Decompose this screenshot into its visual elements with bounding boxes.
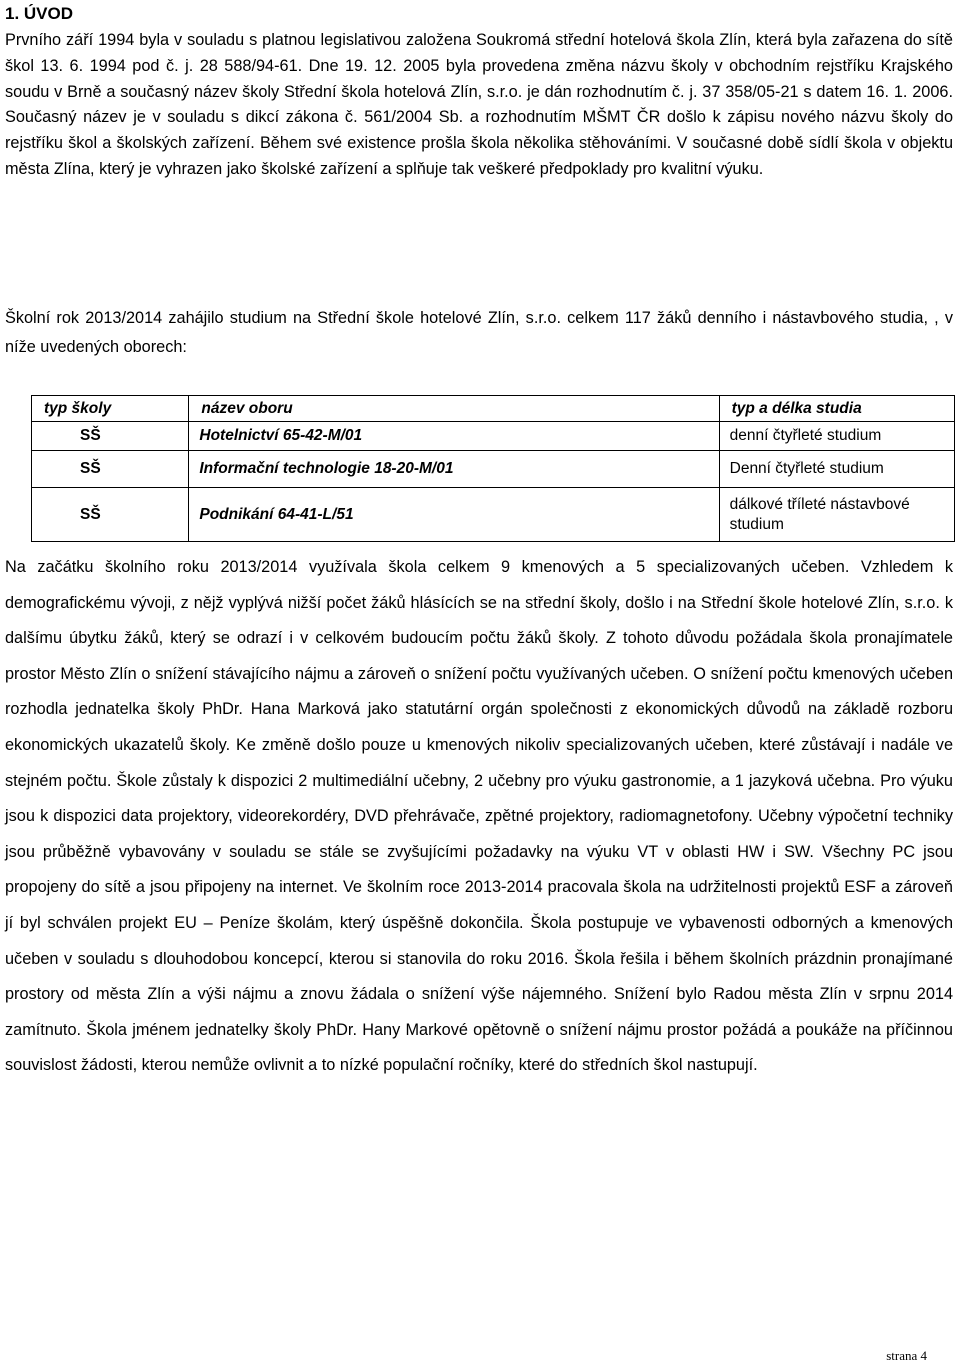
header-study-type: typ a délka studia [719, 396, 954, 422]
table-row [32, 488, 955, 542]
cell-study-type: denní čtyřleté studium [719, 422, 954, 451]
table-header-row [32, 396, 955, 422]
study-fields-table [31, 395, 955, 542]
cell-study-type: dálkové tříleté nástavbové studium [719, 488, 954, 542]
intro-paragraph: Prvního září 1994 byla v souladu s platnou legislativou založena Soukromá střední hotelová škola Zlín, která byla zařazena do sítě škol 13. 6. 1994 pod č. j. 28 588/94-61. Dne 19. 12. 2005 byla provedena změna názvu školy v obchodním rejstříku Krajského soudu v Brně a současný název školy Střední škola hotelová Zlín, s.r.o. je dán rozhodnutím č. j. 37 358/05-21 s datem 16. 1. 2006. Současný název je v souladu s dikcí zákona č. 561/2004 Sb. a rozhodnutím MŠMT ČR došlo k zápisu nového názvu školy do rejstříku škol a školských zařízení. Během své existence prošla škola několika stěhováními. V současné době sídlí škola v objektu města Zlína, který je vyhrazen jako školské zařízení a splňuje tak veškeré předpoklady pro kvalitní výuku. [5, 31, 953, 178]
page-title: 1. ÚVOD [5, 4, 74, 23]
table-row [32, 422, 955, 451]
page-number: strana 4 [886, 1348, 927, 1363]
intro-section [5, 28, 953, 183]
header-school-type: typ školy [32, 396, 189, 422]
cell-school-type: SŠ [32, 422, 189, 451]
cell-field-name: Informační technologie 18-20-M/01 [189, 451, 719, 488]
cell-school-type: SŠ [32, 451, 189, 488]
header-field-name: název oboru [189, 396, 719, 422]
cell-school-type: SŠ [32, 488, 189, 542]
cell-study-type: Denní čtyřleté studium [719, 451, 954, 488]
cell-field-name: Podnikání 64-41-L/51 [189, 488, 719, 542]
closing-section [5, 550, 953, 1084]
closing-paragraph: Na začátku školního roku 2013/2014 využívala škola celkem 9 kmenových a 5 specializovaných učeben. Vzhledem k demografickému vývoji, z nějž vyplývá nižší počet žáků hlásících se na střední školy, došlo i na Střední škole hotelové Zlín, s.r.o. k dalšímu úbytku žáků, který se odrazí i v celkovém budoucím počtu žáků školy. Z tohoto důvodu požádala škola pronajímatele prostor Město Zlín o snížení stávajícího nájmu a zároveň o snížení počtu využívaných učeben. O snížení počtu kmenových učeben rozhodla jednatelka školy PhDr. Hana Marková jako statutární orgán společnosti z ekonomických důvodů na základě rozboru ekonomických ukazatelů školy. Ke změně došlo pouze u kmenových nikoliv specializovaných učeben, které zůstávají i nadále ve stejném počtu. Škole zůstaly k dispozici 2 multimediální učebny, 2 učebny pro výuku gastronomie, a 1 jazyková učebna. Pro výuku jsou k dispozici data projektory, videorekordéry, DVD přehrávače, zpětné projektory, radiomagnetofony. Učebny výpočetní techniky jsou průběžně vybavovány v souladu se stále se zvyšujícími požadavky na výuku VT v oblasti HW i SW. Všechny PC jsou propojeny do sítě a jsou připojeny na internet. Ve školním roce 2013-2014 pracovala škola na udržitelnosti projektů ESF a zároveň jí byl schválen projekt EU – Peníze školám, který úspěšně dokončila. Škola postupuje ve vybavenosti odborných a kmenových učeben v souladu s dlouhodobou koncepcí, kterou si stanovila do roku 2016. Škola řešila i během školních prázdnin pronajímané prostory od města Zlín a výši nájmu a znovu žádala o snížení výše nájemného. Snížení bylo Radou města Zlín v srpnu 2014 zamítnuto. Škola jménem jednatelky školy PhDr. Hany Markové opětovně o snížení nájmu prostor požádá a poukáže na příčinnou souvislost žádosti, kterou nemůže ovlivnit a to nízké populační ročníky, které do středních škol nastupují. [5, 558, 953, 1075]
table-row [32, 451, 955, 488]
school-year-paragraph: Školní rok 2013/2014 zahájilo studium na Střední škole hotelové Zlín, s.r.o. celkem 117 žáků denního i nástavbového studia, , v níže uvedených oborech: [5, 309, 953, 356]
cell-field-name: Hotelnictví 65-42-M/01 [189, 422, 719, 451]
school-year-section [5, 304, 953, 362]
